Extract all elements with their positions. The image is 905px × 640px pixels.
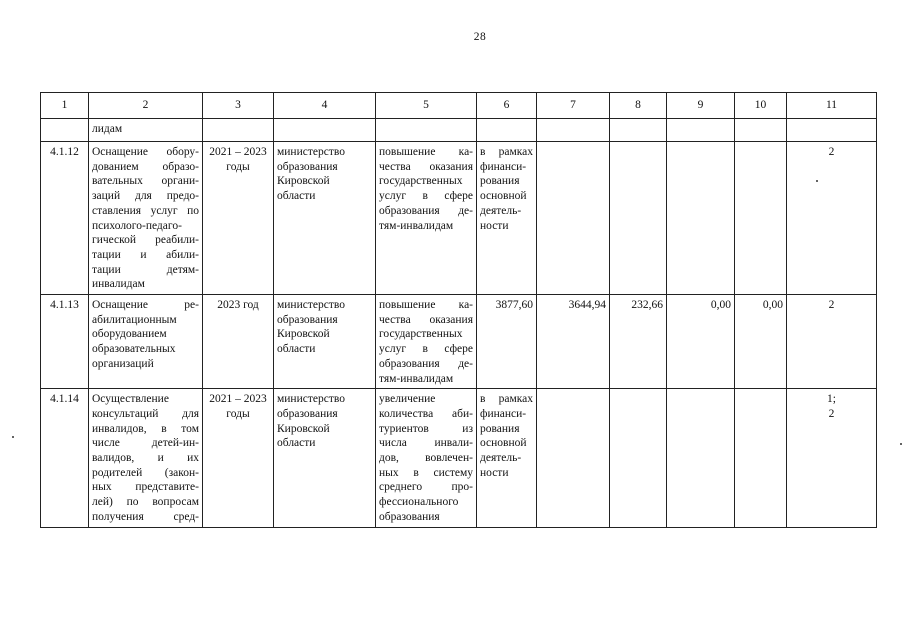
row-result-line: дов, вовлечен- [379, 452, 473, 465]
row-executor [274, 389, 376, 527]
table-cell [667, 119, 735, 142]
row-col8 [610, 142, 667, 295]
row-col6 [477, 389, 537, 527]
header-row [41, 93, 877, 119]
row-col10 [735, 142, 787, 295]
row-col6-line: финанси- [480, 160, 527, 173]
row-result-line: чества оказания [379, 160, 473, 173]
table-cell [203, 119, 274, 142]
row-name-line: инвалидов, в том [92, 422, 199, 435]
row-id: 4.1.13 [41, 295, 89, 389]
row-name [89, 295, 203, 389]
row-period-line: годы [226, 160, 250, 173]
row-result-line: числа инвали- [379, 437, 473, 450]
row-period-line: 2023 год [217, 299, 259, 312]
row-executor-line: министерство [277, 393, 345, 406]
row-name-line: Осуществление [92, 393, 169, 406]
row-col6-line: финанси- [480, 407, 527, 420]
row-name [89, 389, 203, 527]
table-cell [274, 119, 376, 142]
table-row [41, 389, 877, 527]
row-executor-line: министерство [277, 146, 345, 158]
row-executor-line: министерство [277, 299, 345, 312]
row-result [376, 389, 477, 527]
row-period [203, 295, 274, 389]
scan-speck [816, 180, 818, 182]
row-name-line: гической реабили- [92, 234, 199, 247]
header-cell: 1 [41, 93, 89, 119]
row-result-line: количества аби- [379, 407, 473, 420]
row-name-line: Оснащение обору- [92, 146, 199, 158]
row-period [203, 389, 274, 527]
row-col9 [667, 142, 735, 295]
header-cell: 4 [274, 93, 376, 119]
row-col7: 3644,94 [537, 295, 610, 389]
row-col8: 232,66 [610, 295, 667, 389]
row-col6-line: 3877,60 [495, 299, 533, 312]
row-name-line: вательных органи- [92, 175, 199, 188]
continuation-row [41, 119, 877, 142]
row-name-line: родителей (закон- [92, 466, 199, 479]
row-executor [274, 142, 376, 295]
continuation-text: лидам [89, 119, 203, 142]
row-name [89, 142, 203, 295]
row-col6-line: в рамках [480, 146, 533, 158]
row-result-line: образования [379, 510, 440, 523]
row-col9 [667, 389, 735, 527]
row-executor-line: Кировской [277, 328, 330, 341]
row-col9: 0,00 [667, 295, 735, 389]
row-col7 [537, 389, 610, 527]
row-col6-line: ности [480, 219, 509, 232]
header-cell: 8 [610, 93, 667, 119]
row-col6-line: деятель- [480, 452, 522, 465]
row-result-line: туриентов из [379, 422, 473, 435]
row-col6-line: в рамках [480, 393, 533, 406]
header-cell: 6 [477, 93, 537, 119]
row-col6-line: основной [480, 190, 527, 203]
row-result-line: государственных [379, 175, 463, 188]
table-cell [735, 119, 787, 142]
row-result-line: ных в систему [379, 466, 473, 479]
row-col6-line: рования [480, 422, 520, 435]
table-row [41, 295, 877, 389]
table-cell [477, 119, 537, 142]
row-col11 [787, 389, 877, 527]
row-col10 [735, 389, 787, 527]
row-result-line: среднего про- [379, 481, 473, 494]
row-executor-line: Кировской [277, 175, 330, 188]
row-result-line: тям-инвалидам [379, 219, 454, 232]
row-name-line: психолого-педаго- [92, 219, 182, 232]
row-id: 4.1.12 [41, 142, 89, 295]
header-cell: 2 [89, 93, 203, 119]
row-period-line: 2021 – 2023 [209, 146, 267, 158]
header-cell: 7 [537, 93, 610, 119]
row-period-line: 2021 – 2023 [209, 393, 267, 406]
row-id: 4.1.14 [41, 389, 89, 527]
header-cell: 10 [735, 93, 787, 119]
row-result-line: образования де- [379, 204, 473, 217]
row-col6-line: деятель- [480, 204, 522, 217]
row-result-line: государственных [379, 328, 463, 341]
row-col10: 0,00 [735, 295, 787, 389]
row-name-line: тации и абили- [92, 248, 199, 261]
row-period-line: годы [226, 407, 250, 420]
row-result-line: чества оказания [379, 313, 473, 326]
row-executor-line: области [277, 437, 316, 450]
row-result [376, 295, 477, 389]
row-col6-line: рования [480, 175, 520, 188]
page-number: 28 [473, 31, 487, 43]
row-col6-line: основной [480, 437, 527, 450]
header-cell: 11 [787, 93, 877, 119]
row-name-line: дованием образо- [92, 160, 199, 173]
row-col6-line: ности [480, 466, 509, 479]
row-executor-line: области [277, 190, 316, 203]
row-name-line: заций для предо- [92, 190, 199, 203]
row-period [203, 142, 274, 295]
row-name-line: тации детям- [92, 263, 199, 276]
header-cell: 5 [376, 93, 477, 119]
table-cell [41, 119, 89, 142]
row-executor-line: области [277, 343, 316, 356]
row-name-line: лей) по вопросам [92, 496, 199, 509]
row-executor [274, 295, 376, 389]
row-result-line: тям-инвалидам [379, 372, 454, 385]
row-result-line: увеличение [379, 393, 436, 406]
header-cell: 9 [667, 93, 735, 119]
header-cell: 3 [203, 93, 274, 119]
row-name-line: абилитационным [92, 313, 177, 326]
table-cell [376, 119, 477, 142]
row-result-line: повышение ка- [379, 299, 473, 312]
row-name-line: Оснащение ре- [92, 299, 199, 312]
row-col11: 2 [787, 295, 877, 389]
row-col11-line: 1; [827, 393, 836, 406]
row-result [376, 142, 477, 295]
row-name-line: консультаций для [92, 407, 199, 420]
row-result-line: услуг в сфере [379, 343, 473, 356]
row-name-line: организаций [92, 357, 154, 370]
row-executor-line: образования [277, 407, 338, 420]
row-col6 [477, 142, 537, 295]
row-result-line: фессионального [379, 496, 459, 509]
row-col6 [477, 295, 537, 389]
table-cell [787, 119, 877, 142]
table-cell [610, 119, 667, 142]
program-table [40, 92, 877, 528]
row-name-line: ставления услуг по [92, 204, 199, 217]
row-name-line: ных представите- [92, 481, 199, 494]
scan-speck [12, 436, 14, 438]
scan-speck [900, 443, 902, 445]
row-name-line: получения сред- [92, 510, 199, 523]
row-col8 [610, 389, 667, 527]
row-col7 [537, 142, 610, 295]
row-executor-line: образования [277, 160, 338, 173]
row-name-line: оборудованием [92, 328, 167, 341]
table-cell [537, 119, 610, 142]
row-col11: 2 [787, 142, 877, 295]
row-executor-line: Кировской [277, 422, 330, 435]
row-result-line: услуг в сфере [379, 190, 473, 203]
row-col11-line: 2 [828, 407, 835, 420]
row-name-line: валидов, и их [92, 452, 199, 465]
row-name-line: образовательных [92, 343, 176, 356]
row-result-line: образования де- [379, 357, 473, 370]
row-name-line: инвалидам [92, 278, 145, 291]
row-name-line: числе детей-ин- [92, 437, 199, 450]
row-result-line: повышение ка- [379, 146, 473, 158]
row-executor-line: образования [277, 313, 338, 326]
table-row [41, 142, 877, 295]
